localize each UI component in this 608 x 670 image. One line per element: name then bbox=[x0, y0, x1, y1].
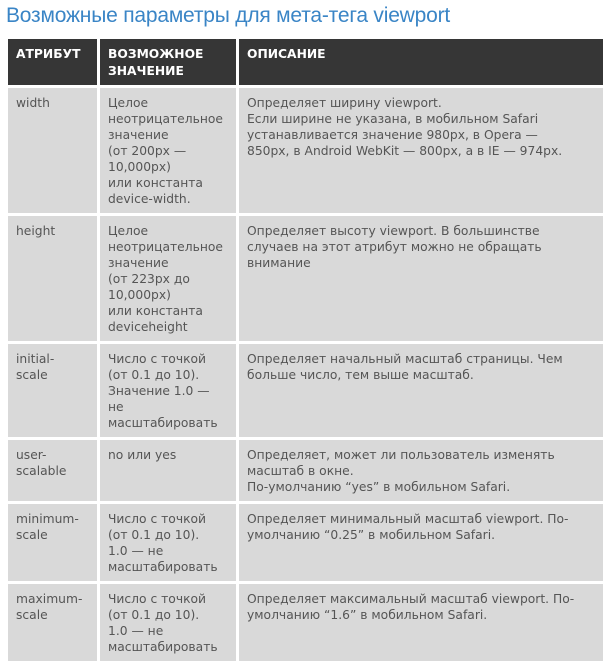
cell-possible-value-line: не bbox=[108, 400, 124, 414]
cell-attribute-line: height bbox=[16, 224, 56, 238]
table-row bbox=[8, 344, 603, 440]
cell-attribute-line: minimum- bbox=[16, 512, 79, 526]
cell-possible-value-line: device-width. bbox=[108, 192, 191, 206]
cell-attribute-line: user- bbox=[16, 448, 47, 462]
cell-attribute-line: scalable bbox=[16, 464, 67, 478]
cell-possible-value bbox=[100, 344, 239, 440]
cell-possible-value-line: масштабировать bbox=[108, 640, 218, 654]
cell-attribute-line: maximum- bbox=[16, 592, 83, 606]
cell-description-line: случаев на этот атрибут можно не обращать bbox=[247, 240, 542, 254]
cell-possible-value-line: Число с точкой bbox=[108, 592, 207, 606]
cell-attribute bbox=[8, 216, 100, 344]
cell-possible-value-line: значение bbox=[108, 128, 169, 142]
page-title: Возможные параметры для мета-тега viewport bbox=[6, 4, 451, 27]
cell-possible-value-line: (от 0.1 до 10). bbox=[108, 368, 200, 382]
header-attribute bbox=[8, 39, 100, 88]
viewport-params-table bbox=[8, 39, 603, 661]
cell-possible-value-line: deviceheight bbox=[108, 320, 188, 334]
cell-attribute-line: scale bbox=[16, 608, 48, 622]
table-row bbox=[8, 216, 603, 344]
header-description bbox=[239, 39, 603, 88]
cell-description-line: 850px, в Android WebKit — 800px, а в IE — 974px. bbox=[247, 144, 563, 158]
header-possible-value bbox=[100, 39, 239, 88]
cell-description-line: масштаб в окне. bbox=[247, 464, 354, 478]
cell-possible-value-line: 1.0 — не bbox=[108, 624, 164, 638]
cell-attribute-line: width bbox=[16, 96, 50, 110]
cell-description-line: Если ширине не указана, в мобильном Safari bbox=[247, 112, 539, 126]
cell-description-line: Определяет максимальный масштаб viewport. По- bbox=[247, 592, 575, 606]
header-value-label-line: ЗНАЧЕНИЕ bbox=[108, 64, 184, 78]
cell-possible-value bbox=[100, 88, 239, 216]
cell-attribute bbox=[8, 344, 100, 440]
cell-description-line: Определяет начальный масштаб страницы. Чем bbox=[247, 352, 563, 366]
cell-description-line: По-умолчанию “yes” в мобильном Safari. bbox=[247, 480, 511, 494]
cell-possible-value-line: (от 0.1 до 10). bbox=[108, 528, 200, 542]
cell-description bbox=[239, 440, 603, 504]
cell-possible-value-line: Число с точкой bbox=[108, 352, 207, 366]
cell-attribute bbox=[8, 504, 100, 584]
cell-description bbox=[239, 584, 603, 661]
cell-possible-value-line: или константа bbox=[108, 304, 203, 318]
cell-possible-value bbox=[100, 440, 239, 504]
cell-attribute-line: initial- bbox=[16, 352, 55, 366]
cell-description bbox=[239, 88, 603, 216]
table-header-row bbox=[8, 39, 603, 88]
header-description-label: ОПИСАНИЕ bbox=[247, 47, 326, 61]
cell-description-line: больше число, тем выше масштаб. bbox=[247, 368, 474, 382]
cell-description-line: умолчанию “0.25” в мобильном Safari. bbox=[247, 528, 496, 542]
cell-possible-value-line: Целое bbox=[108, 224, 149, 238]
cell-possible-value-line: 1.0 — не bbox=[108, 544, 164, 558]
cell-possible-value-line: 10,000px) bbox=[108, 160, 171, 174]
cell-possible-value-line: no или yes bbox=[108, 448, 177, 462]
cell-possible-value-line: (от 223px до bbox=[108, 272, 190, 286]
cell-attribute-line: scale bbox=[16, 528, 48, 542]
cell-attribute bbox=[8, 584, 100, 661]
cell-possible-value-line: масштабировать bbox=[108, 416, 218, 430]
cell-description bbox=[239, 344, 603, 440]
cell-possible-value-line: значение bbox=[108, 256, 169, 270]
cell-description-line: устанавливается значение 980px, в Opera — bbox=[247, 128, 538, 142]
cell-description-line: умолчанию “1.6” в мобильном Safari. bbox=[247, 608, 488, 622]
cell-attribute-line: scale bbox=[16, 368, 48, 382]
cell-possible-value-line: масштабировать bbox=[108, 560, 218, 574]
cell-possible-value bbox=[100, 504, 239, 584]
cell-description bbox=[239, 216, 603, 344]
header-value-label-line: ВОЗМОЖНОЕ bbox=[108, 47, 204, 61]
cell-possible-value bbox=[100, 216, 239, 344]
cell-description-line: Определяет минимальный масштаб viewport. По- bbox=[247, 512, 569, 526]
cell-possible-value-line: Целое bbox=[108, 96, 149, 110]
table-row bbox=[8, 88, 603, 216]
table-row bbox=[8, 584, 603, 661]
cell-possible-value-line: (от 200px — bbox=[108, 144, 187, 158]
cell-possible-value-line: Число с точкой bbox=[108, 512, 207, 526]
cell-possible-value-line: 10,000px) bbox=[108, 288, 171, 302]
table-row bbox=[8, 440, 603, 504]
cell-description bbox=[239, 504, 603, 584]
cell-possible-value-line: или константа bbox=[108, 176, 203, 190]
cell-possible-value-line: Значение 1.0 — bbox=[108, 384, 210, 398]
cell-description-line: Определяет, может ли пользователь изменять bbox=[247, 448, 555, 462]
cell-description-line: Определяет высоту viewport. В большинстве bbox=[247, 224, 540, 238]
cell-attribute bbox=[8, 88, 100, 216]
cell-possible-value-line: неотрицательное bbox=[108, 112, 223, 126]
cell-possible-value-line: неотрицательное bbox=[108, 240, 223, 254]
cell-possible-value bbox=[100, 584, 239, 661]
table-row bbox=[8, 504, 603, 584]
cell-possible-value-line: (от 0.1 до 10). bbox=[108, 608, 200, 622]
cell-description-line: Определяет ширину viewport. bbox=[247, 96, 442, 110]
cell-description-line: внимание bbox=[247, 256, 311, 270]
header-attribute-label: АТРИБУТ bbox=[16, 47, 81, 61]
cell-attribute bbox=[8, 440, 100, 504]
